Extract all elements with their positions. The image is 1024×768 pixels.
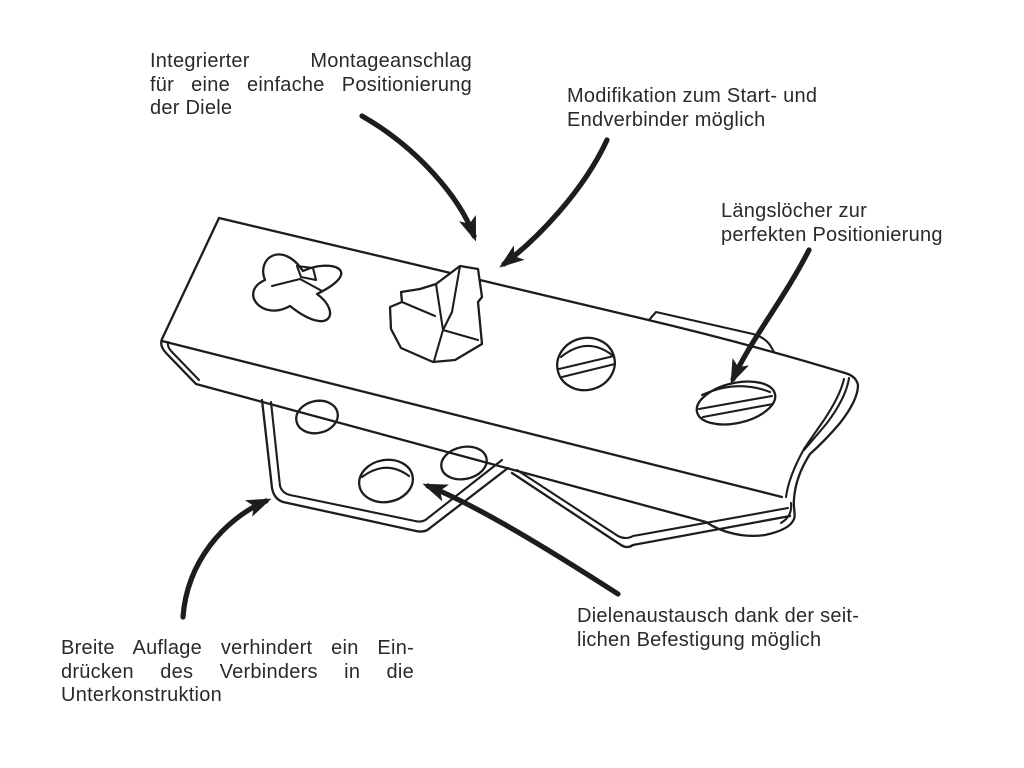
arrow-to-modification-point	[504, 140, 607, 264]
annotation-montageanschlag	[150, 50, 472, 121]
annotation-line: drücken des Verbinders in die	[61, 660, 414, 683]
annotation-line: lichen Befestigung möglich	[577, 628, 822, 651]
annotation-line: der Diele	[150, 97, 233, 119]
annotation-breite-auflage	[61, 637, 414, 708]
connector-body	[161, 218, 858, 536]
annotation-line: Integrierter Montageanschlag	[150, 50, 472, 72]
flange-hole-3-counterbore	[362, 468, 409, 477]
flange-hole-3	[356, 456, 416, 507]
annotation-laengsloecher	[721, 200, 943, 247]
annotation-line: für eine einfache Positionierung	[150, 73, 472, 96]
annotation-line: Breite Auflage verhindert ein Ein-	[61, 637, 414, 659]
bar-outline	[161, 218, 858, 536]
arrow-to-flange-hole	[428, 486, 618, 594]
annotation-line: Endverbinder möglich	[567, 108, 766, 131]
annotation-line: Modifikation zum Start- und	[567, 85, 818, 107]
annotation-line: perfekten Positionierung	[721, 223, 943, 246]
arrow-to-flange-edge	[183, 501, 266, 617]
annotation-line: Dielenaustausch dank der seit-	[577, 605, 860, 627]
annotation-dielenaustausch	[577, 605, 859, 652]
annotation-line: Längslöcher zur	[721, 200, 868, 222]
annotation-line: Unterkonstruktion	[61, 684, 222, 706]
arrow-to-stop-block	[362, 116, 474, 236]
annotation-modifikation	[567, 85, 817, 132]
